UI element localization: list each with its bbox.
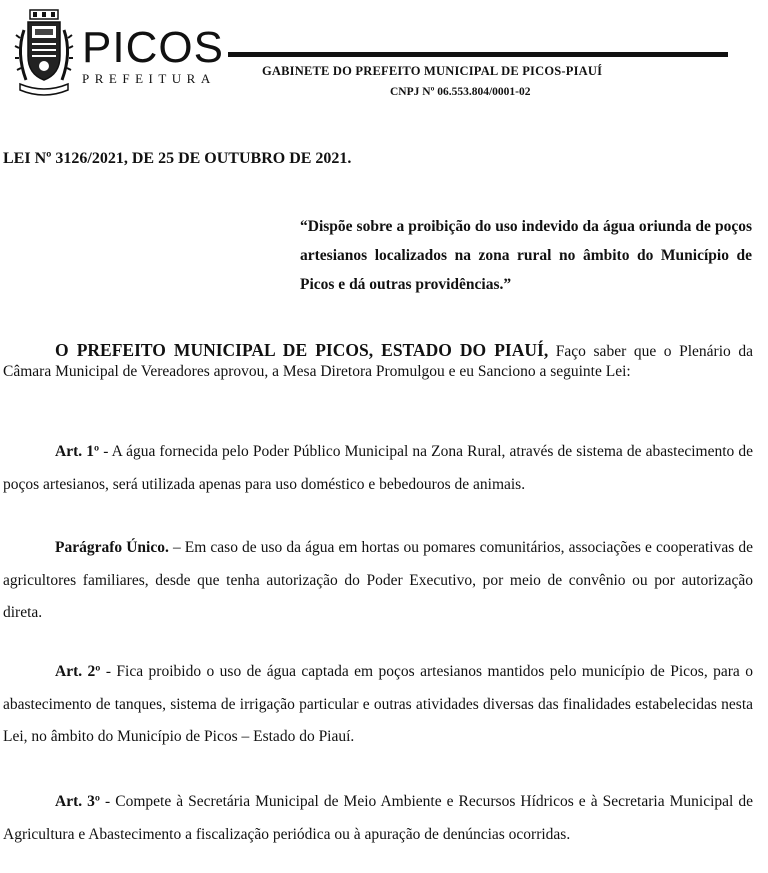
enactment-text: Faço saber que o Plenário da Câmara Municipal de Vereadores aprovou, a Mesa Diretora Promulgou e eu Sanciono a seguinte Lei: (3, 343, 753, 380)
brand-subtitle: PREFEITURA (82, 71, 216, 86)
article-label: Art. 1º (55, 443, 100, 460)
enactment-lead: O PREFEITO MUNICIPAL DE PICOS, ESTADO DO PIAUÍ, (55, 340, 549, 360)
brand-logo (82, 23, 224, 86)
law-title: LEI Nº 3126/2021, DE 25 DE OUTUBRO DE 2021. (3, 150, 352, 167)
article-label: Art. 2º (55, 663, 101, 680)
cnpj-number: CNPJ Nº 06.553.804/0001-02 (390, 86, 531, 98)
article-text: - Compete à Secretária Municipal de Meio Ambiente e Recursos Hídricos e à Secretaria Municipal de Agricultura e Abastecimento a fiscalização periódica ou à apuração de denúncias ocorridas. (3, 793, 753, 843)
sole-paragraph (3, 532, 753, 630)
office-name: GABINETE DO PREFEITO MUNICIPAL DE PICOS-PIAUÍ (262, 64, 603, 78)
header-divider (228, 52, 728, 57)
article-label: Parágrafo Único. (55, 539, 169, 556)
article-label: Art. 3º (55, 793, 101, 810)
article-text: - Fica proibido o uso de água captada em poços artesianos mantidos pelo município de Picos, para o abastecimento de tanques, sistema de irrigação particular e outras atividades diversas das finalidades estabelecidas nesta Lei, no âmbito do Município de Picos – Estado do Piauí. (3, 663, 753, 745)
article-2 (3, 656, 753, 754)
enactment-clause (3, 340, 753, 382)
brand-name: PICOS (82, 23, 224, 72)
article-1 (3, 436, 753, 501)
law-ementa: “Dispõe sobre a proibição do uso indevido da água oriunda de poços artesianos localizados na zona rural no âmbito do Município de Picos e dá outras providências.” (300, 218, 752, 293)
article-text: - A água fornecida pelo Poder Público Municipal na Zona Rural, através de sistema de abastecimento de poços artesianos, será utilizada apenas para uso doméstico e bebedouros de animais. (3, 443, 753, 493)
article-3 (3, 786, 753, 851)
article-text: – Em caso de uso da água em hortas ou pomares comunitários, associações e cooperativas de agricultores familiares, desde que tenha autorização do Poder Executivo, por meio de convênio ou por autorização direta. (3, 539, 753, 621)
coat-of-arms-icon (14, 8, 74, 100)
